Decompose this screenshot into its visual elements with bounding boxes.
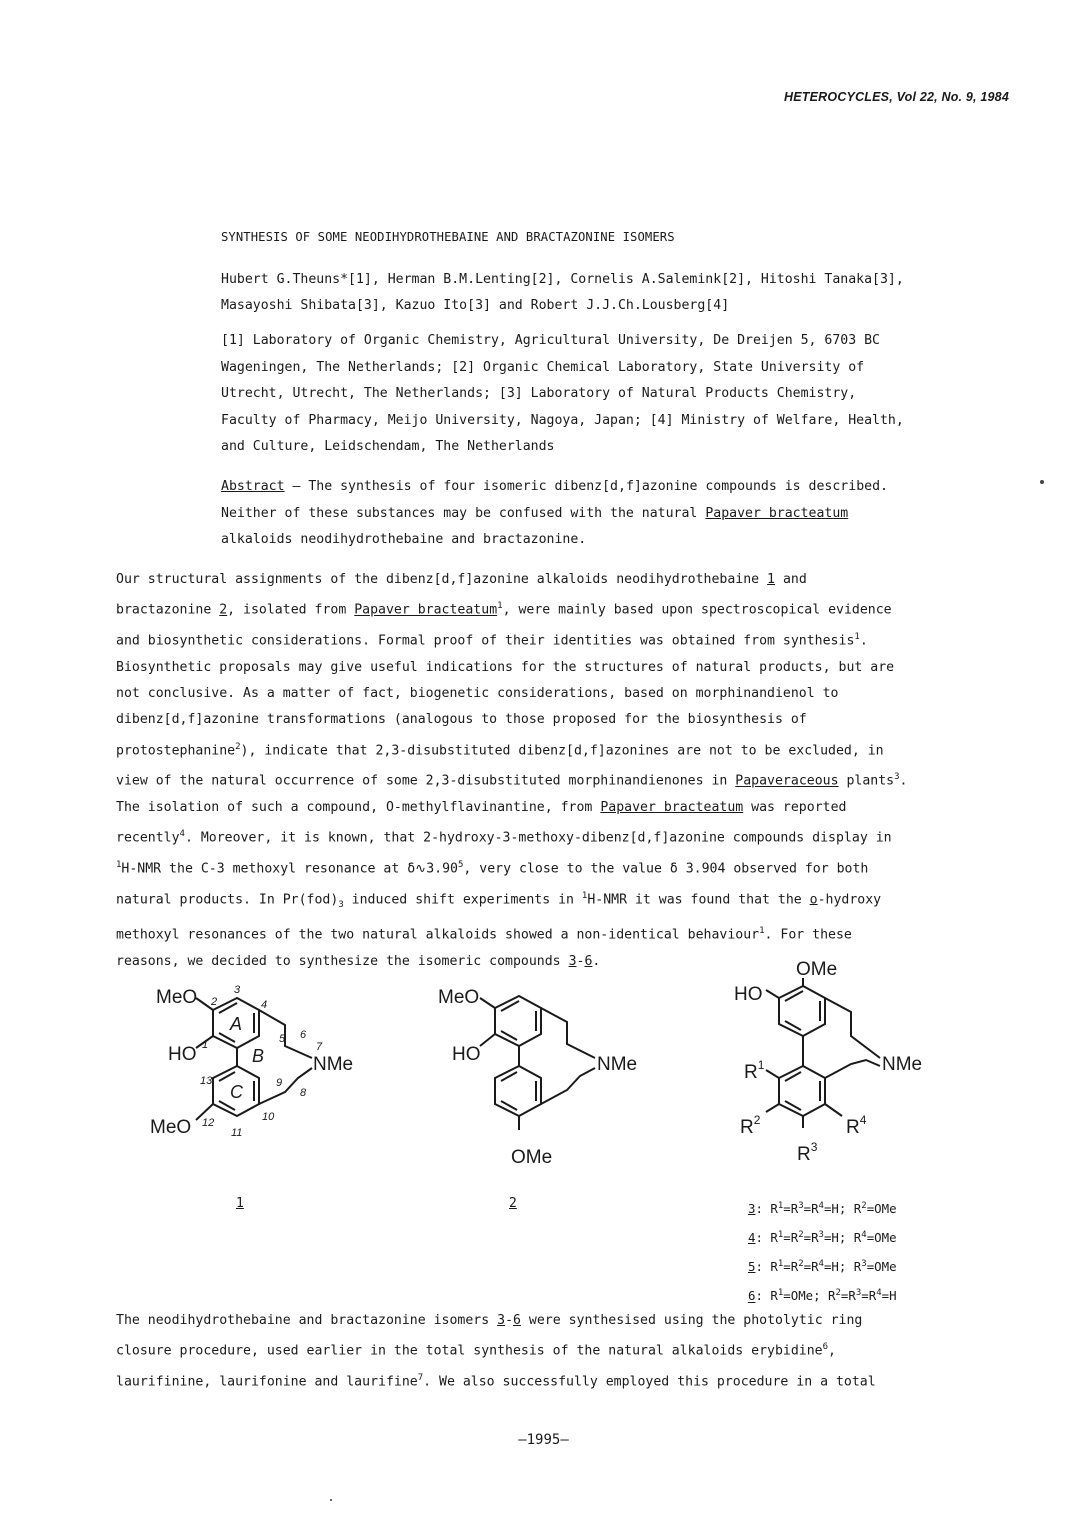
affiliation-line: Wageningen, The Netherlands; [2] Organic Chemical Laboratory, State University of: [221, 359, 865, 375]
atom-num: 12: [202, 1117, 215, 1129]
affiliation-line: Utrecht, Utrecht, The Netherlands; [3] Laboratory of Natural Products Chemistry,: [221, 386, 857, 401]
atom-num: 3: [234, 984, 241, 996]
ring-a-label: A: [230, 1014, 243, 1034]
atom-num: 11: [231, 1127, 243, 1139]
structure-figure: [0, 950, 1087, 1300]
body-line: dibenz[d,f]azonine transformations (analogous to those proposed for the biosynthesis of: [116, 712, 807, 728]
s2-nme: NMe: [597, 1054, 638, 1075]
atom-num: 4: [261, 999, 268, 1011]
s1-ho: HO: [168, 1044, 197, 1065]
compound-label-1: 1: [236, 1196, 244, 1211]
atom-num: 9: [276, 1077, 283, 1089]
s3-ho: HO: [734, 984, 763, 1005]
atom-num: 2: [211, 996, 218, 1008]
body-line: view of the natural occurrence of some 2,3-disubstituted morphinandienones in Papaveraceous plants$^3$.: [116, 772, 908, 789]
legend-row: 4: $R^1=R^2=R^3=H$; $R^4=OMe$: [748, 1230, 897, 1246]
s3-r2: $R^2$: [740, 1113, 761, 1138]
body-line: $^1$H-NMR the C-3 methoxyl resonance at δ∿3.90$^5$, very close to the value δ 3.904 observed for both: [116, 859, 869, 877]
affiliation-line: Faculty of Pharmacy, Meijo University, Nagoya, Japan; [4] Ministry of Welfare, Health,: [221, 412, 904, 428]
structure-2-drawing: [480, 996, 595, 1130]
author-line: Masayoshi Shibata[3], Kazuo Ito[3] and Robert J.J.Ch.Lousberg[4]: [221, 298, 730, 313]
s2-ho: HO: [452, 1044, 481, 1065]
abstract-label: Abstract: [221, 479, 285, 494]
affiliation-line: [1] Laboratory of Organic Chemistry, Agricultural University, De Dreijen 5, 6703 BC: [221, 333, 880, 348]
s3-r1: $R^1$: [744, 1058, 765, 1083]
s1-meo-top: MeO: [156, 987, 198, 1008]
body-line: and biosynthetic considerations. Formal proof of their identities was obtained from synthesis$^1$.: [116, 631, 868, 649]
body-line: laurifinine, laurifonine and laurifine$^7$. We also successfully employed this procedure in a total: [116, 1372, 876, 1390]
body-line: natural products. In $Pr(fod)_3$ induced shift experiments in $^1$H-NMR it was found that the o-hydroxy: [116, 890, 882, 910]
body-text: [116, 567, 996, 975]
affiliations: [221, 328, 1001, 461]
abstract: [221, 474, 1001, 554]
journal-header: HETEROCYCLES, Vol 22, No. 9, 1984: [784, 90, 1009, 104]
body-line: closure procedure, used earlier in the total synthesis of the natural alkaloids erybidine$^6$,: [116, 1342, 836, 1359]
s2-ome: OMe: [511, 1147, 553, 1168]
abstract-line: alkaloids neodihydrothebaine and bractazonine.: [221, 532, 587, 547]
author-list: [221, 267, 1001, 319]
scan-mark: [330, 1499, 332, 1501]
legend-row: 6: $R^1=OMe$; $R^2=R^3=R^4=H$: [748, 1288, 897, 1304]
atom-num: 1: [202, 1039, 209, 1051]
scan-mark: [1040, 480, 1044, 484]
abstract-line: Abstract — The synthesis of four isomeric dibenz[d,f]azonine compounds is described.: [221, 479, 888, 494]
compound-label-2: 2: [509, 1196, 517, 1211]
atom-num: 7: [316, 1041, 323, 1053]
body-line: The isolation of such a compound, O-methylflavinantine, from Papaver bracteatum was reported: [116, 799, 847, 815]
legend-row: 5: $R^1=R^2=R^4=H$; $R^3=OMe$: [748, 1259, 897, 1275]
body-line: bractazonine 2, isolated from Papaver bracteatum$^1$, were mainly based upon spectroscopical evidence: [116, 601, 892, 618]
s2-meo: MeO: [438, 987, 480, 1008]
structure-3-6-drawing: [766, 978, 880, 1128]
atom-num: 8: [300, 1087, 307, 1099]
s1-nme: NMe: [313, 1054, 354, 1075]
s3-nme: NMe: [882, 1054, 923, 1075]
ring-b-label: B: [252, 1046, 265, 1066]
atom-num: 5: [279, 1033, 286, 1045]
ring-c-label: C: [230, 1082, 243, 1102]
legend-row: 3: $R^1=R^3=R^4=H$; $R^2=OMe$: [748, 1201, 897, 1217]
substituent-legend: [748, 1193, 897, 1310]
s3-ome: OMe: [796, 959, 838, 980]
atom-num: 6: [300, 1029, 307, 1041]
body-line: reasons, we decided to synthesize the isomeric compounds 3-6.: [116, 953, 601, 969]
body-line: protostephanine$^2$), indicate that 2,3-disubstituted dibenz[d,f]azonines are not to be excluded, in: [116, 741, 884, 758]
s3-r3: $R^3$: [797, 1140, 818, 1165]
body-line: The neodihydrothebaine and bractazonine isomers 3-6 were synthesised using the photolytic ring: [116, 1313, 863, 1328]
s3-r4: $R^4$: [846, 1113, 867, 1138]
body-line: not conclusive. As a matter of fact, biogenetic considerations, based on morphinandienol to: [116, 685, 839, 701]
body-text-continued: [116, 1308, 996, 1396]
body-line: Our structural assignments of the dibenz[d,f]azonine alkaloids neodihydrothebaine 1 and: [116, 572, 807, 587]
author-line: Hubert G.Theuns*[1], Herman B.M.Lenting[2], Cornelis A.Salemink[2], Hitoshi Tanaka[3],: [221, 272, 904, 287]
atom-num: 10: [262, 1111, 275, 1123]
page-number: —1995—: [518, 1432, 569, 1448]
body-line: recently$^4$. Moreover, it is known, that 2-hydroxy-3-methoxy-dibenz[d,f]azonine compounds display in: [116, 829, 892, 846]
body-line: Biosynthetic proposals may give useful indications for the structures of natural products, but are: [116, 659, 895, 675]
s1-meo-bottom: MeO: [150, 1117, 192, 1138]
atom-num: 13: [200, 1075, 213, 1087]
body-line: methoxyl resonances of the two natural alkaloids showed a non-identical behaviour$^1$. For these: [116, 925, 852, 943]
article-title: SYNTHESIS OF SOME NEODIHYDROTHEBAINE AND BRACTAZONINE ISOMERS: [221, 230, 675, 244]
affiliation-line: and Culture, Leidschendam, The Netherlands: [221, 439, 555, 454]
abstract-line: Neither of these substances may be confused with the natural Papaver bracteatum: [221, 505, 849, 521]
